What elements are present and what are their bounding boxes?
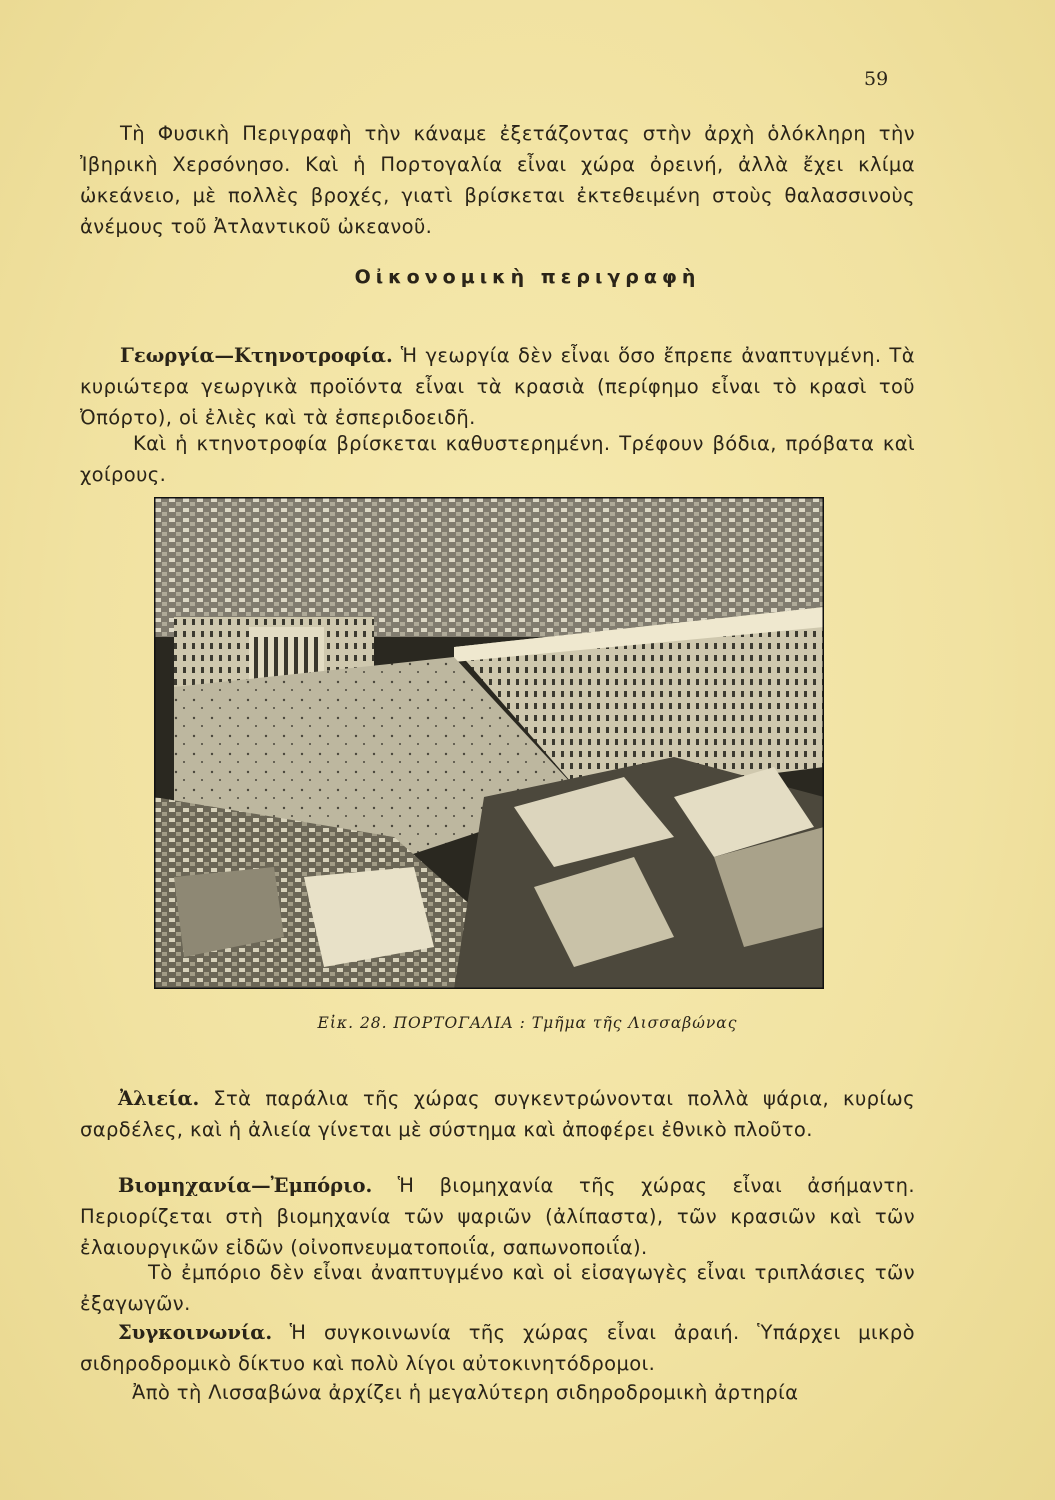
trade-paragraph: Τὸ ἐμπόριο δὲν εἶναι ἀναπτυγμένο καὶ οἱ εἰσαγωγὲς εἶναι τριπλάσιες τῶν ἐξαγωγῶν. <box>80 1260 915 1315</box>
lisbon-photo <box>154 497 824 989</box>
fishing-paragraph <box>80 1083 915 1145</box>
fishing-lead: Ἀλιεία. <box>118 1086 200 1110</box>
industry-text: Ἡ βιομηχανία τῆς χώρας εἶναι ἀσήμαντη. Περιορίζεται στὴ βιομηχανία τῶν ψαριῶν (ἀλίπαστα), τῶν κρασιῶν καὶ τῶν ἐλαιουργικῶν εἰδῶν (οἰνοπνευματοποιΐα, σαπωνοποιΐα). <box>80 1173 915 1259</box>
livestock-paragraph: Καὶ ἡ κτηνοτροφία βρίσκεται καθυστερημένη. Τρέφουν βόδια, πρόβατα καὶ χοίρους. <box>80 431 915 486</box>
figure-caption: Εἰκ. 28. ΠΟΡΤΟΓΑΛΙΑ : Τμῆμα τῆς Λισσαβώνας <box>317 1014 738 1032</box>
lisbon-paragraph: Ἀπὸ τὴ Λισσαβώνα ἀρχίζει ἡ μεγαλύτερη σιδηροδρομικὴ ἀρτηρία <box>132 1380 799 1404</box>
section-heading: Οἰκονομικὴ περιγραφὴ <box>354 266 701 288</box>
page-number: 59 <box>864 68 889 90</box>
agriculture-paragraph <box>80 340 915 433</box>
agriculture-text: Ἡ γεωργία δὲν εἶναι ὅσο ἔπρεπε ἀναπτυγμένη. Τὰ κυριώτερα γεωργικὰ προϊόντα εἶναι τὰ κρασιὰ (περίφημο εἶναι τὸ κρασὶ τοῦ Ὀπόρτο), οἱ ἐλιὲς καὶ τὰ ἐσπεριδοειδῆ. <box>80 343 915 429</box>
intro-paragraph: Τὴ Φυσικὴ Περιγραφὴ τὴν κάναμε ἐξετάζοντας στὴν ἀρχὴ ὁλόκληρη τὴν Ἰβηρικὴ Χερσόνησο. Καὶ ἡ Πορτογαλία εἶναι χώρα ὀρεινή, ἀλλὰ ἔχει κλίμα ὠκεάνειο, μὲ πολλὲς βροχές, γιατὶ βρίσκεται ἐκτεθειμένη στοὺς θαλασσινοὺς ἀνέμους τοῦ Ἀτλαντικοῦ ὠκεανοῦ. <box>80 121 915 238</box>
agriculture-lead: Γεωργία—Κτηνοτροφία. <box>120 343 393 367</box>
fishing-text: Στὰ παράλια τῆς χώρας συγκεντρώνονται πολλὰ ψάρια, κυρίως σαρδέλες, καὶ ἡ ἀλιεία γίνεται μὲ σύστημα καὶ ἀποφέρει ἐθνικὸ πλοῦτο. <box>80 1086 915 1141</box>
communication-lead: Συγκοινωνία. <box>118 1320 273 1344</box>
industry-paragraph <box>80 1170 915 1263</box>
communication-paragraph <box>80 1317 915 1379</box>
industry-lead: Βιομηχανία—Ἐμπόριο. <box>118 1173 373 1197</box>
communication-text: Ἡ συγκοινωνία τῆς χώρας εἶναι ἀραιή. Ὑπάρχει μικρὸ σιδηροδρομικὸ δίκτυο καὶ πολὺ λίγοι αὐτοκινητόδρομοι. <box>80 1320 915 1375</box>
